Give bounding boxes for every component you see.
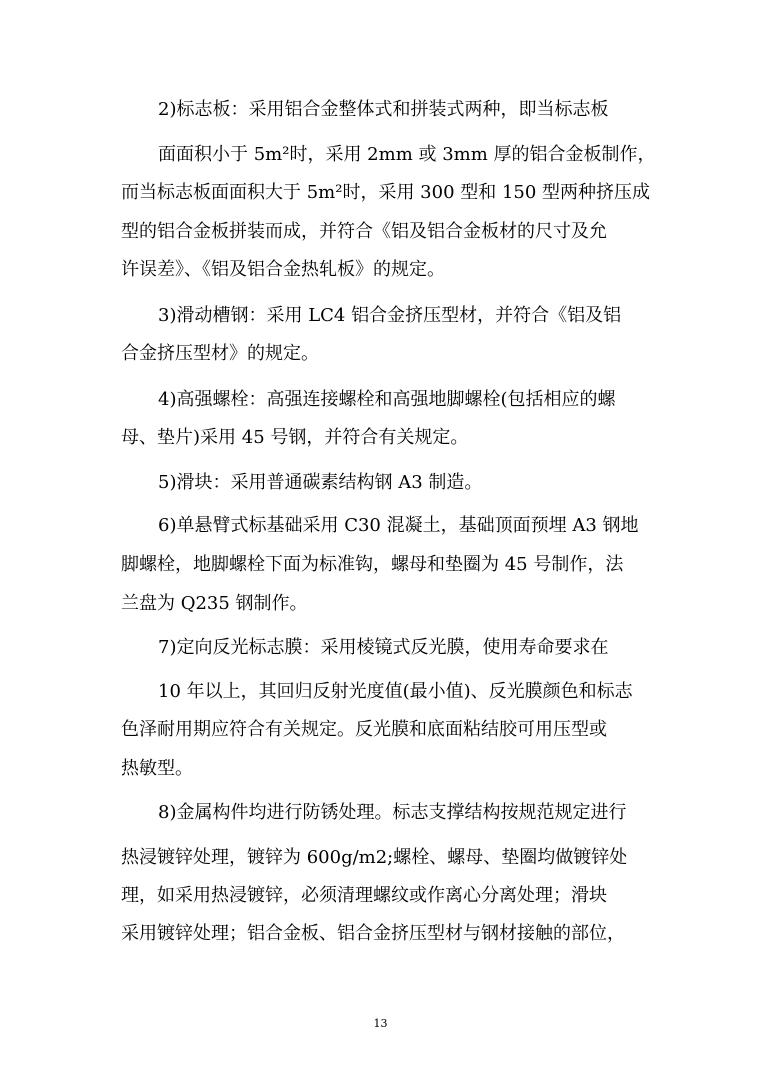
- text-line: 5)滑块：采用普通碳素结构钢 A3 制造。: [158, 472, 483, 493]
- text-line: 色泽耐用期应符合有关规定。反光膜和底面粘结胶可用压型或: [121, 719, 607, 740]
- text-line: 6)单悬臂式标基础采用 C30 混凝土，基础顶面预埋 A3 钢地: [158, 515, 639, 536]
- text-line: 热敏型。: [121, 758, 193, 779]
- text-line: 面面积小于 5m²时，采用 2mm 或 3mm 厚的铝合金板制作，: [158, 144, 656, 165]
- text-line: 4)高强螺栓：高强连接螺栓和高强地脚螺栓(包括相应的螺: [158, 389, 616, 410]
- text-line: 母、垫片)采用 45 号钢，并符合有关规定。: [121, 427, 469, 448]
- text-line: 理，如采用热浸镀锌，必须清理螺纹或作离心分离处理；滑块: [121, 885, 607, 906]
- text-line: 热浸镀锌处理，镀锌为 600g/m2;螺栓、螺母、垫圈均做镀锌处: [121, 847, 628, 868]
- text-line: 2)标志板：采用铝合金整体式和拼装式两种，即当标志板: [158, 99, 609, 120]
- text-line: 合金挤压型材》的规定。: [121, 343, 319, 364]
- text-line: 兰盘为 Q235 钢制作。: [121, 593, 308, 614]
- text-line: 而当标志板面面积大于 5m²时，采用 300 型和 150 型两种挤压成: [121, 182, 651, 203]
- text-line: 3)滑动槽钢：采用 LC4 铝合金挤压型材，并符合《铝及铝: [158, 305, 622, 326]
- text-line: 采用镀锌处理；铝合金板、铝合金挤压型材与钢材接触的部位，: [121, 923, 625, 944]
- text-line: 7)定向反光标志膜：采用棱镜式反光膜，使用寿命要求在: [158, 637, 609, 658]
- page-number: 13: [373, 1017, 388, 1030]
- text-line: 10 年以上，其回归反射光度值(最小值)、反光膜颜色和标志: [158, 681, 633, 702]
- text-line: 脚螺栓，地脚螺栓下面为标准钩，螺母和垫圈为 45 号制作，法: [121, 554, 624, 575]
- text-line: 8)金属构件均进行防锈处理。标志支撑结构按规范规定进行: [158, 802, 627, 823]
- text-line: 型的铝合金板拼装而成，并符合《铝及铝合金板材的尺寸及允: [121, 221, 607, 242]
- text-line: 许误差》、《铝及铝合金热轧板》的规定。: [121, 259, 445, 280]
